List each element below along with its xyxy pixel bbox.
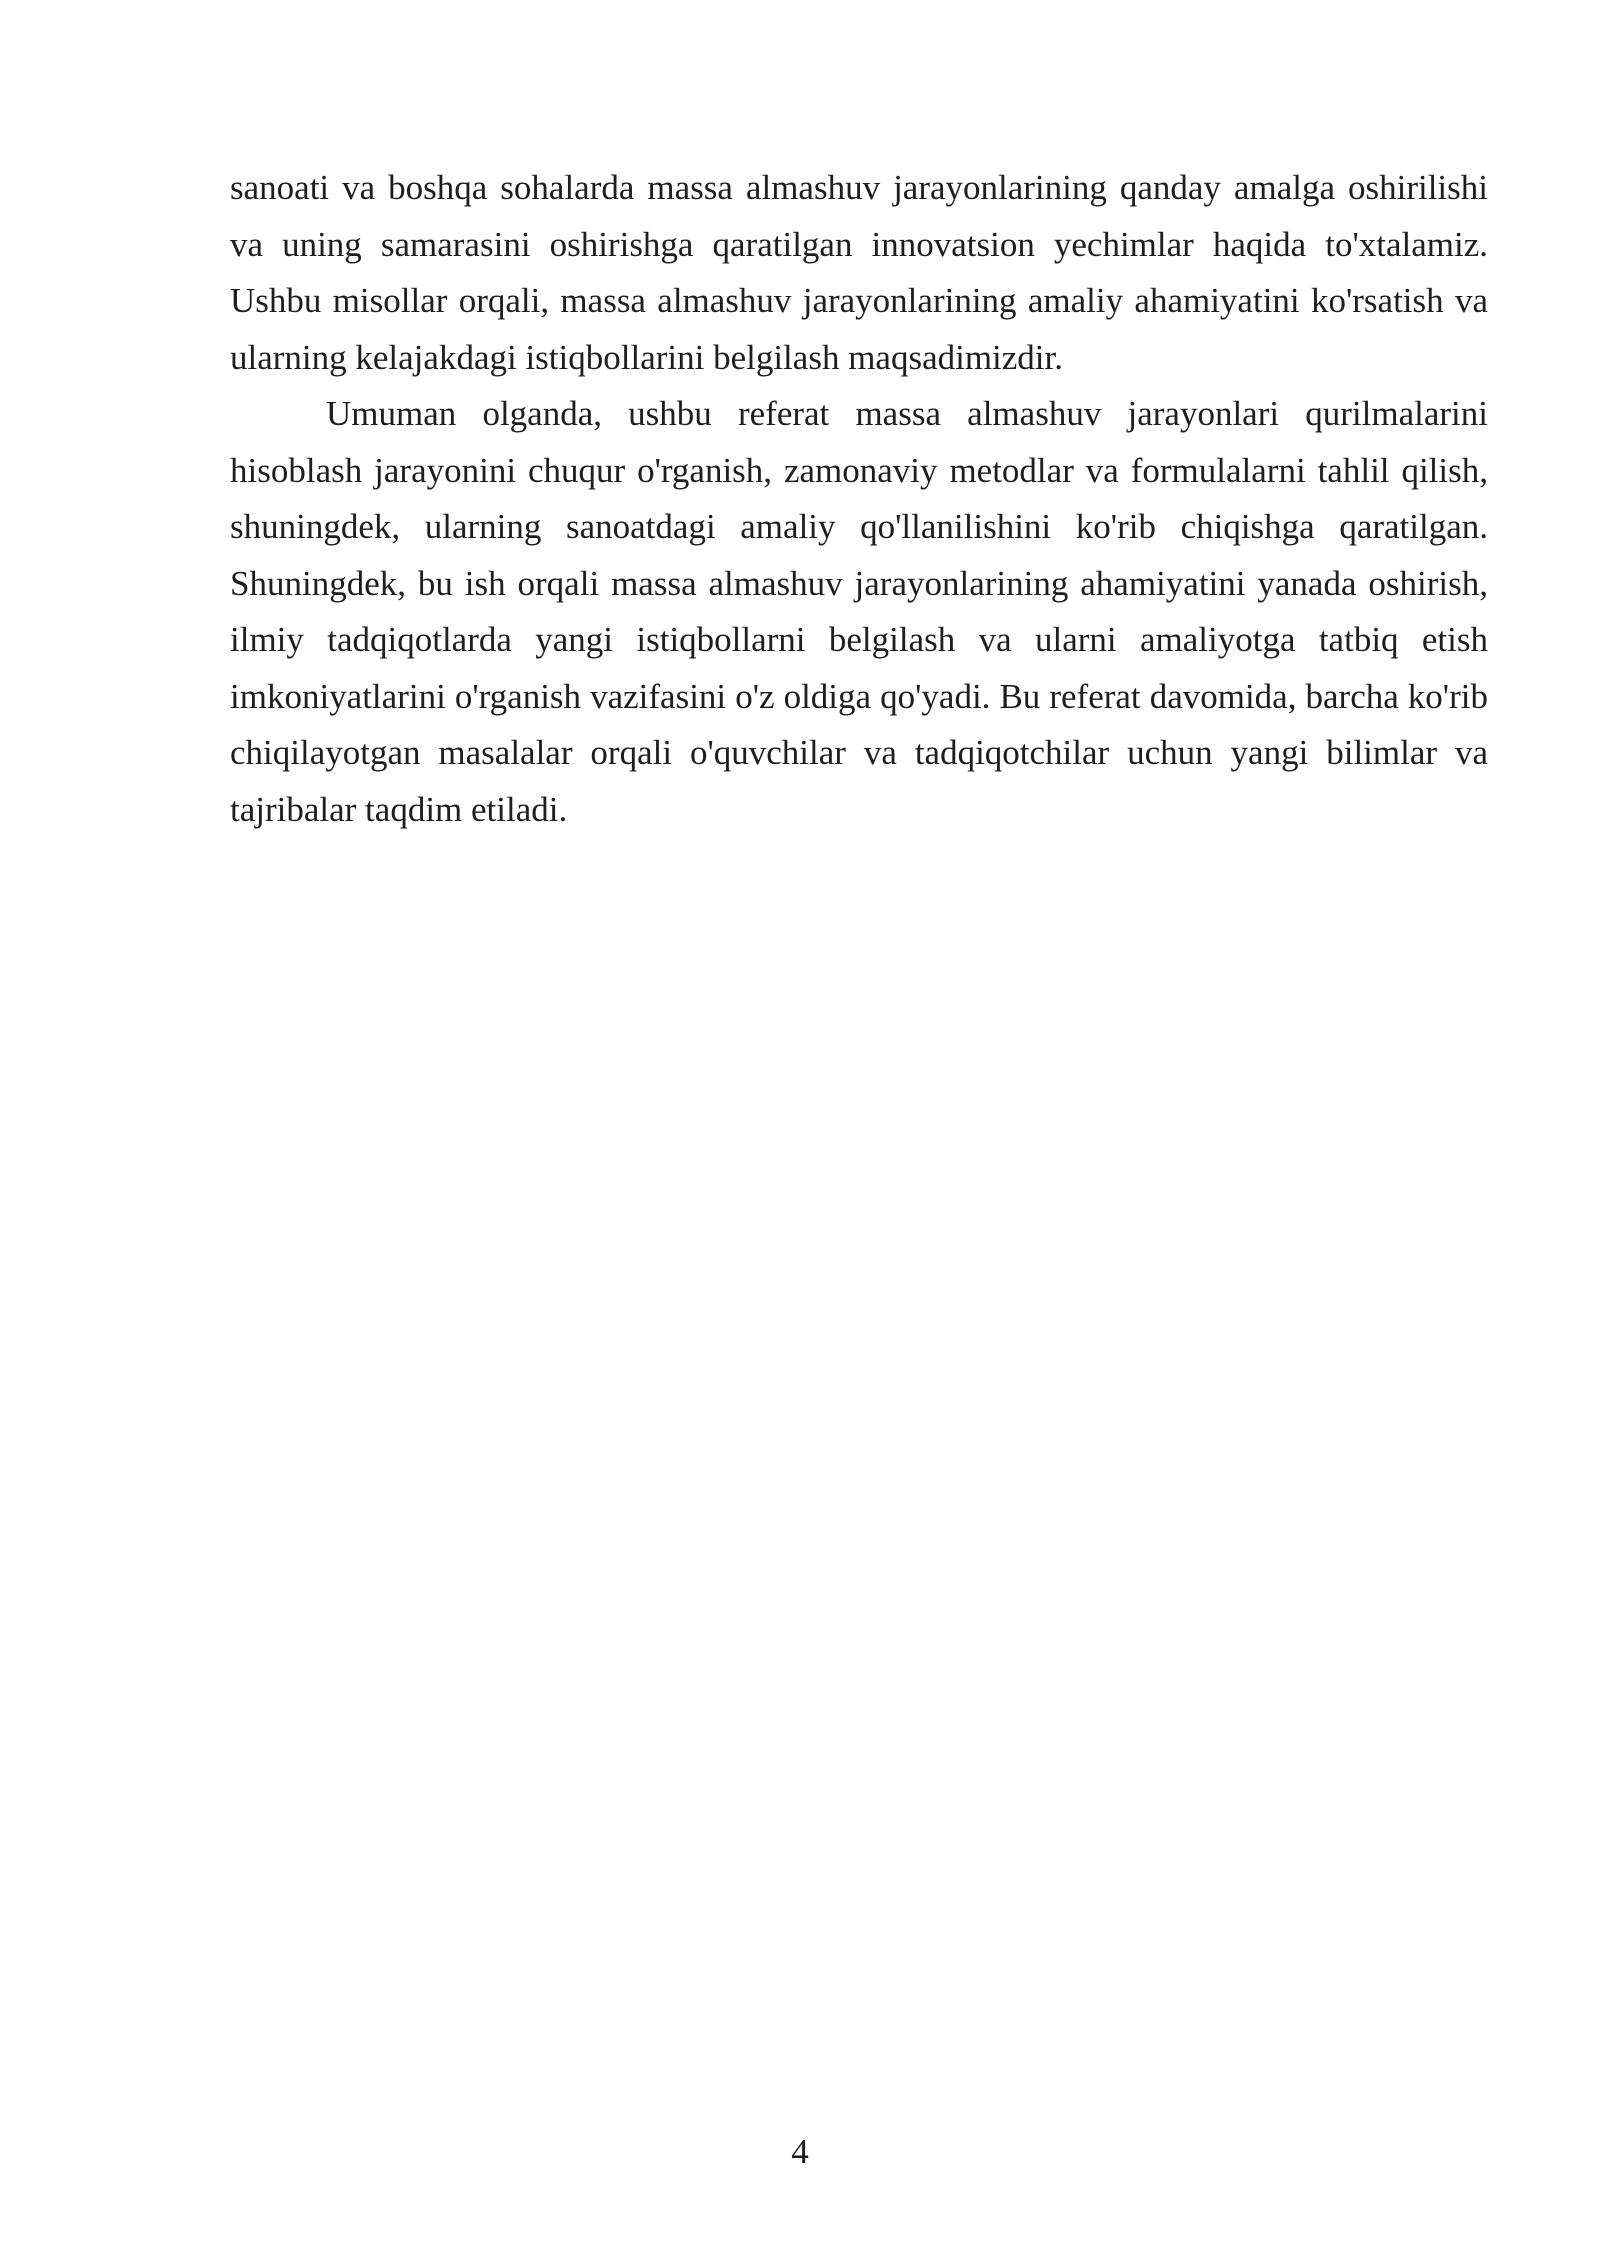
paragraph-summary: Umuman olganda, ushbu referat massa almashuv jarayonlari qurilmalarini hisoblash jarayonini chuqur o'rganish, zamonaviy metodlar va formulalarni tahlil qilish, shuningdek, ularning sanoatdagi amaliy qo'llanilishini ko'rib chiqishga qaratilgan. Shuningdek, bu ish orqali massa almashuv jarayonlarining ahamiyatini yanada oshirish, ilmiy tadqiqotlarda yangi istiqbollarni belgilash va ularni amaliyotga tatbiq etish imkoniyatlarini o'rganish vazifasini o'z oldiga qo'yadi. Bu referat davomida, barcha ko'rib chiqilayotgan masalalar orqali o'quvchilar va tadqiqotchilar uchun yangi bilimlar va tajribalar taqdim etiladi. [230,394,1488,829]
body-text [230,160,1488,838]
page-number: 4 [791,2132,809,2171]
paragraph-continued: sanoati va boshqa sohalarda massa almashuv jarayonlarining qanday amalga oshirilishi va uning samarasini oshirishga qaratilgan innovatsion yechimlar haqida to'xtalamiz. Ushbu misollar orqali, massa almashuv jarayonlarining amaliy ahamiyatini ko'rsatish va ularning kelajakdagi istiqbollarini belgilash maqsadimizdir. [230,168,1488,377]
